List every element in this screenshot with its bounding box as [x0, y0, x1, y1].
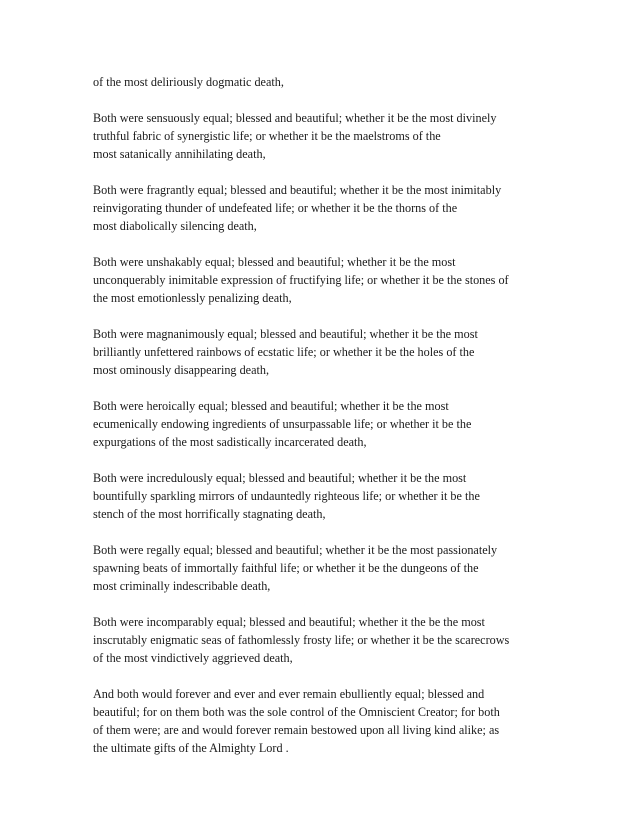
text-line: Both were incomparably equal; blessed and beautiful; whether it the be the most: [93, 615, 485, 629]
text-line: Both were unshakably equal; blessed and beautiful; whether it be the most: [93, 255, 456, 269]
paragraph: [93, 109, 553, 163]
text-line: brilliantly unfettered rainbows of ecstatic life; or whether it be the holes of the: [93, 345, 475, 359]
paragraph: [93, 397, 553, 451]
text-line: spawning beats of immortally faithful life; or whether it be the dungeons of the: [93, 561, 479, 575]
text-line: reinvigorating thunder of undefeated life; or whether it be the thorns of the: [93, 201, 458, 215]
paragraph: [93, 685, 553, 757]
text-line: bountifully sparkling mirrors of undauntedly righteous life; or whether it be the: [93, 489, 480, 503]
text-line: most satanically annihilating death,: [93, 147, 266, 161]
text-line: of them were; are and would forever remain bestowed upon all living kind alike; as: [93, 723, 500, 737]
text-line: unconquerably inimitable expression of fructifying life; or whether it be the stones of: [93, 273, 509, 287]
text-line: And both would forever and ever and ever remain ebulliently equal; blessed and: [93, 687, 485, 701]
paragraph: [93, 325, 553, 379]
paragraph: [93, 541, 553, 595]
text-line: the most emotionlessly penalizing death,: [93, 291, 292, 305]
text-line: beautiful; for on them both was the sole control of the Omniscient Creator; for both: [93, 705, 500, 719]
paragraph-continuation: [93, 73, 553, 91]
text-line: Both were fragrantly equal; blessed and beautiful; whether it be the most inimitably: [93, 183, 502, 197]
document-body: [93, 73, 553, 775]
text-line: inscrutably enigmatic seas of fathomlessly frosty life; or whether it be the scarecrows: [93, 633, 510, 647]
text-line: Both were sensuously equal; blessed and beautiful; whether it be the most divinely: [93, 111, 497, 125]
text-line: the ultimate gifts of the Almighty Lord .: [93, 741, 289, 755]
paragraph: [93, 469, 553, 523]
text-line: most diabolically silencing death,: [93, 219, 257, 233]
paragraph: [93, 181, 553, 235]
paragraph: [93, 613, 553, 667]
paragraph: [93, 253, 553, 307]
text-line: Both were heroically equal; blessed and beautiful; whether it be the most: [93, 399, 449, 413]
text-line: stench of the most horrifically stagnating death,: [93, 507, 326, 521]
text-line: expurgations of the most sadistically incarcerated death,: [93, 435, 367, 449]
text-line: ecumenically endowing ingredients of unsurpassable life; or whether it be the: [93, 417, 472, 431]
text-line: truthful fabric of synergistic life; or whether it be the maelstroms of the: [93, 129, 441, 143]
text-line: Both were magnanimously equal; blessed and beautiful; whether it be the most: [93, 327, 478, 341]
text-line: Both were incredulously equal; blessed and beautiful; whether it be the most: [93, 471, 467, 485]
text-line: of the most deliriously dogmatic death,: [93, 75, 284, 89]
text-line: most ominously disappearing death,: [93, 363, 270, 377]
text-line: of the most vindictively aggrieved death,: [93, 651, 293, 665]
text-line: Both were regally equal; blessed and beautiful; whether it be the most passionately: [93, 543, 498, 557]
text-line: most criminally indescribable death,: [93, 579, 271, 593]
